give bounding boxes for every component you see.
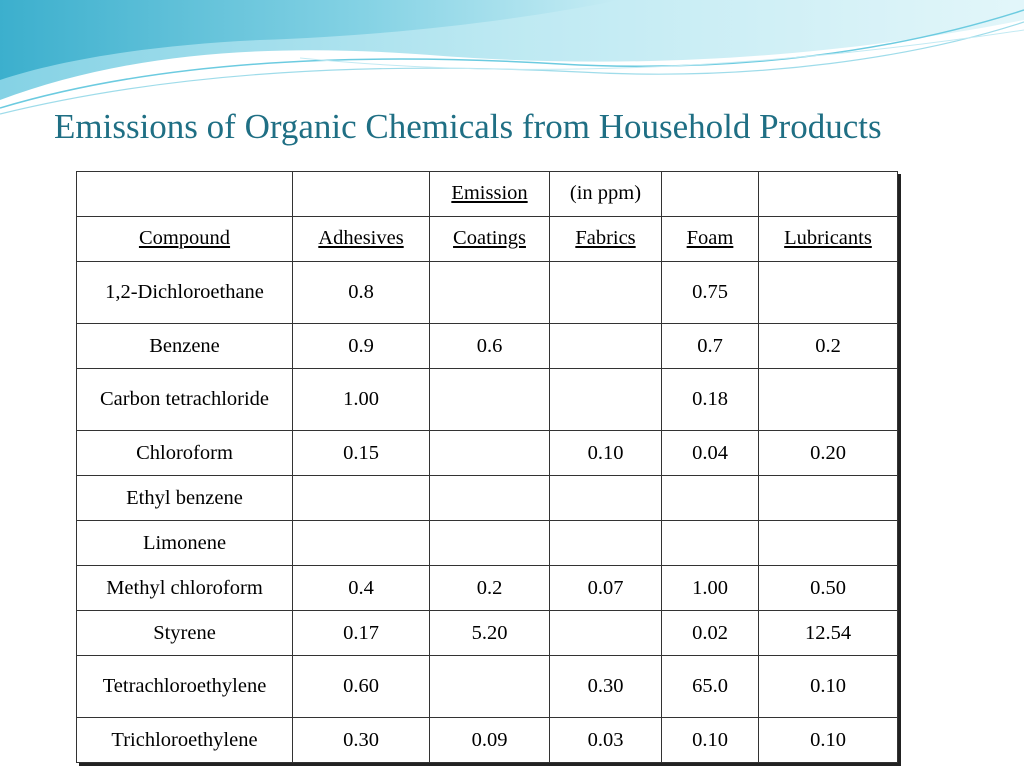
value-cell: 0.30 (550, 656, 662, 718)
value-cell: 0.60 (293, 656, 430, 718)
value-cell: 0.10 (759, 718, 898, 763)
value-cell: 0.20 (759, 431, 898, 476)
super-header-emission: Emission (430, 172, 550, 217)
slide-title: Emissions of Organic Chemicals from Household Products (54, 107, 882, 146)
value-cell: 0.10 (759, 656, 898, 718)
column-header-fabrics: Fabrics (550, 217, 662, 262)
value-cell (430, 476, 550, 521)
compound-cell: Benzene (77, 324, 293, 369)
compound-cell: Carbon tetrachloride (77, 369, 293, 431)
value-cell: 12.54 (759, 611, 898, 656)
table-row (77, 611, 898, 656)
value-cell: 65.0 (662, 656, 759, 718)
value-cell: 0.10 (662, 718, 759, 763)
value-cell: 0.6 (430, 324, 550, 369)
value-cell: 0.75 (662, 262, 759, 324)
value-cell (759, 262, 898, 324)
super-header-cell (662, 172, 759, 217)
value-cell: 0.9 (293, 324, 430, 369)
column-header-coatings: Coatings (430, 217, 550, 262)
compound-cell: 1,2-Dichloroethane (77, 262, 293, 324)
value-cell (550, 369, 662, 431)
value-cell: 0.02 (662, 611, 759, 656)
super-header-unit: (in ppm) (550, 172, 662, 217)
value-cell (759, 369, 898, 431)
value-cell (759, 476, 898, 521)
value-cell: 1.00 (293, 369, 430, 431)
column-header-adhesives: Adhesives (293, 217, 430, 262)
value-cell: 0.10 (550, 431, 662, 476)
column-header-compound: Compound (77, 217, 293, 262)
value-cell (662, 521, 759, 566)
super-header-cell (759, 172, 898, 217)
compound-cell: Ethyl benzene (77, 476, 293, 521)
value-cell (293, 476, 430, 521)
value-cell: 1.00 (662, 566, 759, 611)
value-cell: 0.09 (430, 718, 550, 763)
value-cell (550, 611, 662, 656)
value-cell: 0.8 (293, 262, 430, 324)
column-header-lubricants: Lubricants (759, 217, 898, 262)
value-cell (759, 521, 898, 566)
value-cell: 0.2 (759, 324, 898, 369)
value-cell: 5.20 (430, 611, 550, 656)
value-cell: 0.4 (293, 566, 430, 611)
value-cell (430, 521, 550, 566)
value-cell: 0.04 (662, 431, 759, 476)
value-cell: 0.50 (759, 566, 898, 611)
table-row (77, 718, 898, 763)
compound-cell: Methyl chloroform (77, 566, 293, 611)
compound-cell: Tetrachloroethylene (77, 656, 293, 718)
table-super-header-row (77, 172, 898, 217)
value-cell (430, 369, 550, 431)
table-row (77, 262, 898, 324)
value-cell (662, 476, 759, 521)
super-header-cell (293, 172, 430, 217)
value-cell (550, 521, 662, 566)
value-cell: 0.30 (293, 718, 430, 763)
table-row (77, 476, 898, 521)
column-header-foam: Foam (662, 217, 759, 262)
table-row (77, 324, 898, 369)
table-row (77, 656, 898, 718)
value-cell (430, 431, 550, 476)
value-cell: 0.2 (430, 566, 550, 611)
value-cell (550, 324, 662, 369)
value-cell: 0.18 (662, 369, 759, 431)
table-header-row (77, 217, 898, 262)
table-row (77, 521, 898, 566)
value-cell (430, 262, 550, 324)
compound-cell: Styrene (77, 611, 293, 656)
value-cell: 0.07 (550, 566, 662, 611)
value-cell: 0.17 (293, 611, 430, 656)
super-header-cell (77, 172, 293, 217)
value-cell: 0.7 (662, 324, 759, 369)
table-row (77, 431, 898, 476)
value-cell (293, 521, 430, 566)
compound-cell: Limonene (77, 521, 293, 566)
table-row (77, 566, 898, 611)
value-cell (430, 656, 550, 718)
value-cell: 0.03 (550, 718, 662, 763)
value-cell (550, 262, 662, 324)
compound-cell: Trichloroethylene (77, 718, 293, 763)
value-cell (550, 476, 662, 521)
value-cell: 0.15 (293, 431, 430, 476)
compound-cell: Chloroform (77, 431, 293, 476)
table-row (77, 369, 898, 431)
emissions-table (76, 171, 898, 763)
